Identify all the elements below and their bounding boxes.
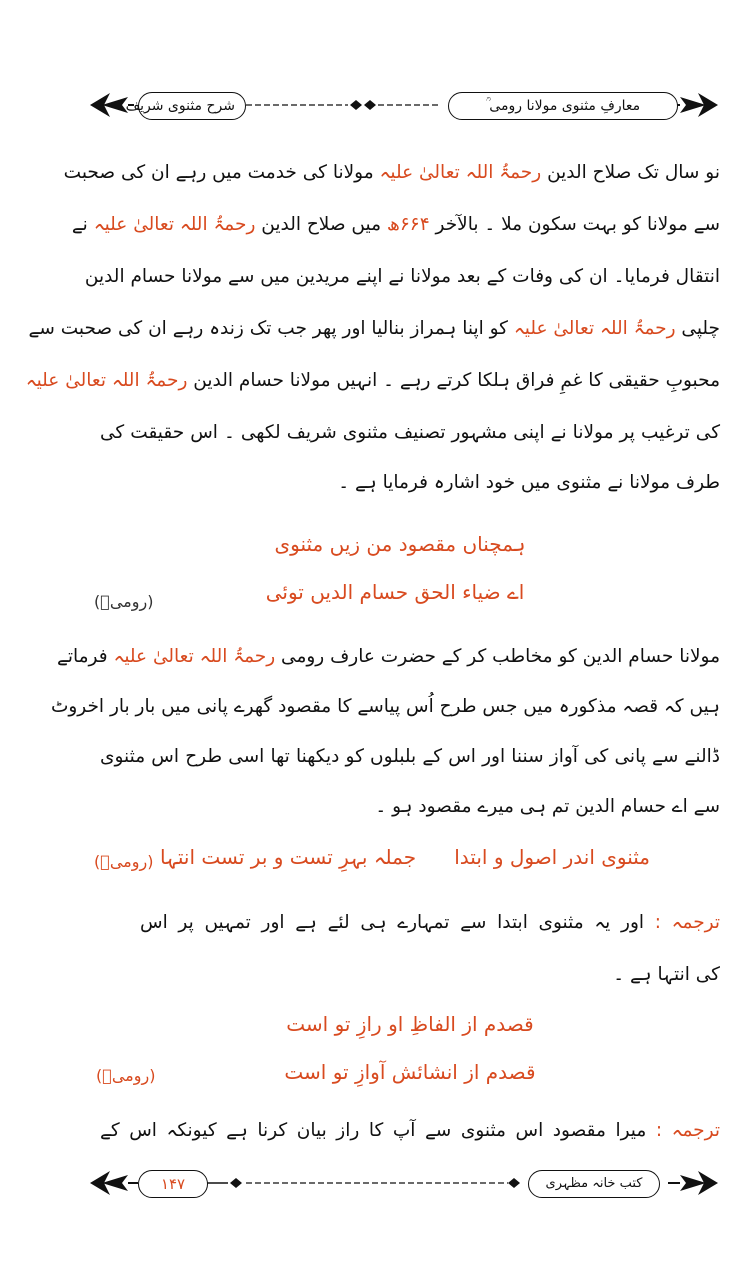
text-line: طرف مولانا نے مثنوی میں خود اشارہ فرمایا ہے ۔ — [338, 472, 720, 493]
paragraph-1 — [25, 152, 720, 532]
text-line: چلپی رحمۃُ اللہ تعالیٰ علیہ کو اپنا ہمراز بنالیا اور پھر جب تک زندہ رہے ان کی صحبت سے — [28, 318, 720, 339]
text-line: ترجمہ : اور یہ مثنوی ابتدا سے تمہارے ہی لئے ہے اور تمہیں پر اس — [140, 912, 720, 933]
text-line: ڈالنے سے پانی کی آواز سننا اور اس کے بلبلوں کو دیکھنا تھا اسی طرح اس مثنوی — [100, 746, 720, 767]
verse-2-attribution: (رومیؒ) — [94, 852, 154, 871]
page-number: ۱۴۷ — [138, 1170, 208, 1198]
page-footer — [88, 1163, 720, 1203]
translation-label: ترجمہ : — [655, 1120, 720, 1141]
page-header — [88, 85, 720, 125]
text-line: محبوبِ حقیقی کا غمِ فراق ہلکا کرتے رہے ۔ انہیں مولانا حسام الدین رحمۃُ اللہ تعالیٰ علیہ — [25, 370, 720, 391]
verse-1-attribution: (رومیؒ) — [94, 592, 154, 611]
verse-3-line-2: قصدم از انشائش آوازِ تو است — [284, 1060, 536, 1084]
text-line: کی ترغیب پر مولانا نے اپنی مشہور تصنیف مثنوی شریف لکھی ۔ اس حقیقت کی — [100, 422, 720, 443]
verse-3-attribution: (رومیؒ) — [96, 1066, 156, 1085]
text-line: کی انتہا ہے ۔ — [613, 964, 720, 985]
text-line: سے اے حسام الدین تم ہی میرے مقصود ہو ۔ — [375, 796, 720, 817]
text-line: نو سال تک صلاح الدین رحمۃُ اللہ تعالیٰ علیہ مولانا کی خدمت میں رہے ان کی صحبت — [63, 162, 720, 183]
text-line: انتقال فرمایا۔ ان کی وفات کے بعد مولانا نے اپنے مریدین میں سے مولانا حسام الدین — [84, 266, 720, 287]
publisher-label: کتب خانہ مظہری — [528, 1170, 660, 1198]
translation-2 — [100, 1110, 720, 1154]
text-line: ہیں کہ قصہ مذکورہ میں جس طرح اُس پیاسے کا مقصود گھرے پانی میں بار بار اخروٹ — [50, 696, 720, 717]
translation-label: ترجمہ : — [654, 912, 720, 933]
text-line: ترجمہ : میرا مقصود اس مثنوی سے آپ کا راز بیان کرنا ہے کیونکہ اس کے — [100, 1120, 720, 1141]
verse-1-line-1: ہمچناں مقصود من زیں مثنوی — [274, 532, 526, 556]
translation-1 — [100, 902, 720, 1002]
verse-1-line-2: اے ضیاء الحق حسام الدیں توئی — [265, 580, 525, 604]
header-book-title: معارفِ مثنوی مولانا رومی ؒ — [448, 92, 678, 120]
text-line: سے مولانا کو بہت سکون ملا ۔ بالآخر ۶۶۴ھ میں صلاح الدین رحمۃُ اللہ تعالیٰ علیہ نے — [71, 214, 720, 235]
paragraph-2 — [50, 636, 720, 836]
verse-2-line: مثنوی اندر اصول و ابتدا جملہ بہرِ تست و بر تست انتہا — [160, 845, 650, 869]
verse-3-line-1: قصدم از الفاظِ او رازِ تو است — [286, 1012, 534, 1036]
header-section-title: شرح مثنوی شریف — [138, 92, 246, 120]
text-line: مولانا حسام الدین کو مخاطب کر کے حضرت عارف رومی رحمۃُ اللہ تعالیٰ علیہ فرماتے — [57, 646, 720, 667]
